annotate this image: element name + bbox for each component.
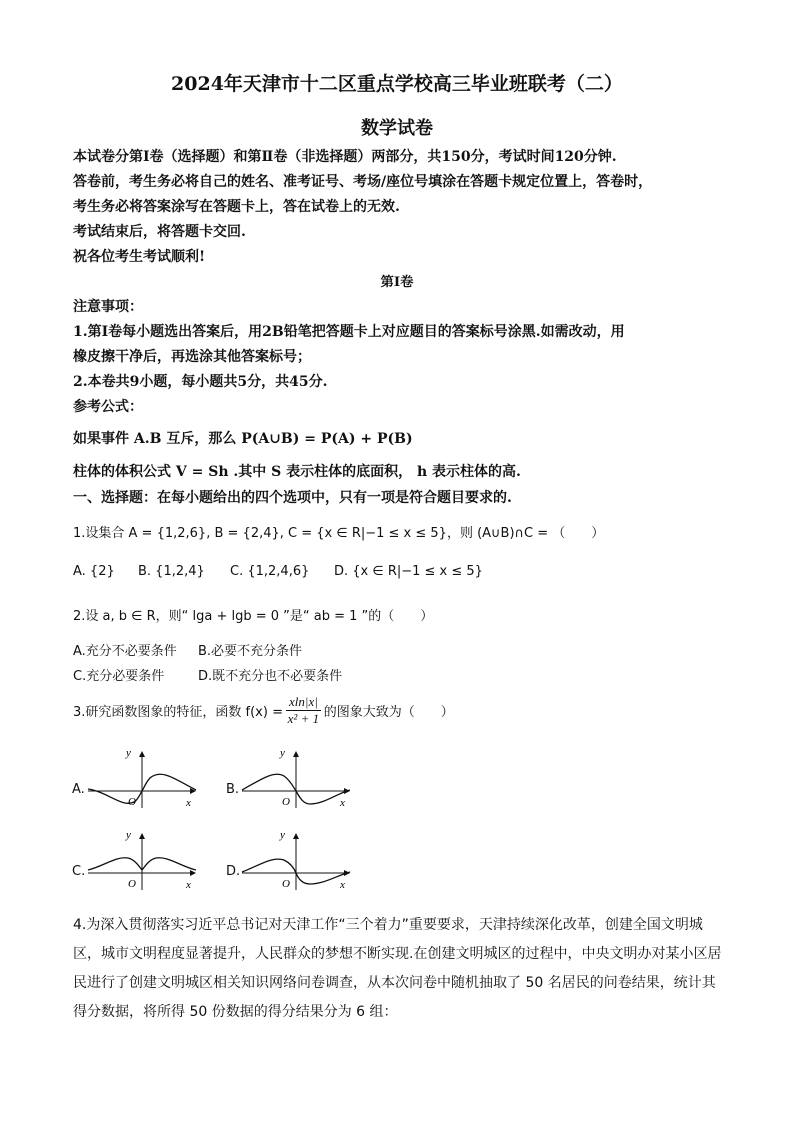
intro-line-5: 祝各位考生考试顺利! bbox=[73, 249, 206, 265]
intro-line-1: 本试卷分第Ⅰ卷（选择题）和第Ⅱ卷（非选择题）两部分，共150分，考试时间120分钟. bbox=[73, 149, 617, 165]
graph-a-origin: O bbox=[128, 796, 136, 808]
question-1-option-d: D. {x ∈ R|−1 ≤ x ≤ 5} bbox=[334, 564, 483, 579]
intro-line-4: 考试结束后，将答题卡交回. bbox=[73, 224, 246, 240]
question-2-option-d: D.既不充分也不必要条件 bbox=[198, 669, 343, 684]
question-2-option-a: A.充分不必要条件 bbox=[73, 644, 177, 659]
graph-c-y-label: y bbox=[126, 830, 131, 841]
question-3-stem-suffix: 的图象大致为（ ） bbox=[323, 705, 454, 720]
question-1-option-a: A. {2} bbox=[73, 564, 115, 579]
graph-b-origin: O bbox=[282, 796, 290, 808]
graph-b-x-label: x bbox=[340, 797, 345, 809]
graph-a-x-label: x bbox=[186, 797, 191, 809]
question-2-option-c: C.充分必要条件 bbox=[73, 669, 165, 684]
fraction-denominator: x² + 1 bbox=[287, 711, 320, 726]
question-2-stem: 2.设 a, b ∈ R，则“ lga + lgb = 0 ”是“ ab = 1 ”的（ ） bbox=[73, 609, 434, 624]
part-one-title: 一、选择题：在每小题给出的四个选项中，只有一项是符合题目要求的. bbox=[73, 490, 512, 506]
graph-d-x-label: x bbox=[340, 879, 345, 891]
graph-d-y-label: y bbox=[280, 830, 285, 841]
graph-c-origin: O bbox=[128, 878, 136, 890]
exam-subtitle: 数学试卷 bbox=[361, 118, 433, 139]
fraction-numerator: xln|x| bbox=[286, 694, 321, 711]
formula-title: 参考公式： bbox=[73, 399, 143, 415]
graph-c-x-label: x bbox=[186, 879, 191, 891]
question-3-fraction bbox=[286, 694, 321, 727]
notice-line-2: 橡皮擦干净后，再选涂其他答案标号； bbox=[73, 349, 311, 365]
question-1-option-b: B. {1,2,4} bbox=[138, 564, 205, 579]
question-4-line-3: 民进行了创建文明城区相关知识网络问卷调查，从本次问卷中随机抽取了 50 名居民的问卷结果，统计其 bbox=[73, 975, 716, 991]
question-3-stem-prefix: 3.研究函数图象的特征，函数 f(x) = bbox=[73, 705, 283, 720]
question-1-option-c: C. {1,2,4,6} bbox=[230, 564, 310, 579]
graph-a bbox=[86, 748, 200, 810]
formula-mutually-exclusive: 如果事件 A.B 互斥，那么 P(A∪B) = P(A) + P(B) bbox=[73, 431, 413, 447]
exam-title: 2024年天津市十二区重点学校高三毕业班联考（二） bbox=[171, 73, 623, 95]
graph-a-y-label: y bbox=[126, 748, 131, 759]
section-heading: 第Ⅰ卷 bbox=[380, 274, 414, 290]
formula-cylinder-volume: 柱体的体积公式 V = Sh .其中 S 表示柱体的底面积， h 表示柱体的高. bbox=[73, 464, 521, 480]
intro-line-2: 答卷前，考生务必将自己的姓名、准考证号、考场/座位号填涂在答题卡规定位置上，答卷时， bbox=[73, 174, 653, 190]
question-4-line-4: 得分数据，将所得 50 份数据的得分结果分为 6 组： bbox=[73, 1004, 398, 1020]
notice-line-1: 1.第Ⅰ卷每小题选出答案后，用2B铅笔把答题卡上对应题目的答案标号涂黑.如需改动，用 bbox=[73, 324, 625, 340]
graph-c bbox=[86, 830, 200, 892]
notice-title: 注意事项： bbox=[73, 299, 143, 315]
graph-d-origin: O bbox=[282, 878, 290, 890]
graph-d-label: D. bbox=[226, 864, 241, 879]
question-4-line-2: 区，城市文明程度显著提升，人民群众的梦想不断实现.在创建文明城区的过程中，中央文明办对某小区居 bbox=[73, 946, 722, 962]
graph-d bbox=[240, 830, 354, 892]
intro-line-3: 考生务必将答案涂写在答题卡上，答在试卷上的无效. bbox=[73, 199, 400, 215]
question-3-stem bbox=[73, 694, 454, 727]
graph-b-y-label: y bbox=[280, 748, 285, 759]
question-1-stem: 1.设集合 A = {1,2,6}, B = {2,4}, C = {x ∈ R|−1 ≤ x ≤ 5}，则 (A∪B)∩C = （ ） bbox=[73, 526, 605, 541]
notice-line-3: 2.本卷共9小题，每小题共5分，共45分. bbox=[73, 374, 328, 390]
graph-b bbox=[240, 748, 354, 810]
graph-b-label: B. bbox=[226, 782, 240, 797]
question-4-line-1: 4.为深入贯彻落实习近平总书记对天津工作“三个着力”重要要求，天津持续深化改革，创建全国文明城 bbox=[73, 917, 703, 933]
question-2-option-b: B.必要不充分条件 bbox=[198, 644, 303, 659]
graph-c-label: C. bbox=[72, 864, 86, 879]
graph-a-label: A. bbox=[72, 782, 85, 797]
